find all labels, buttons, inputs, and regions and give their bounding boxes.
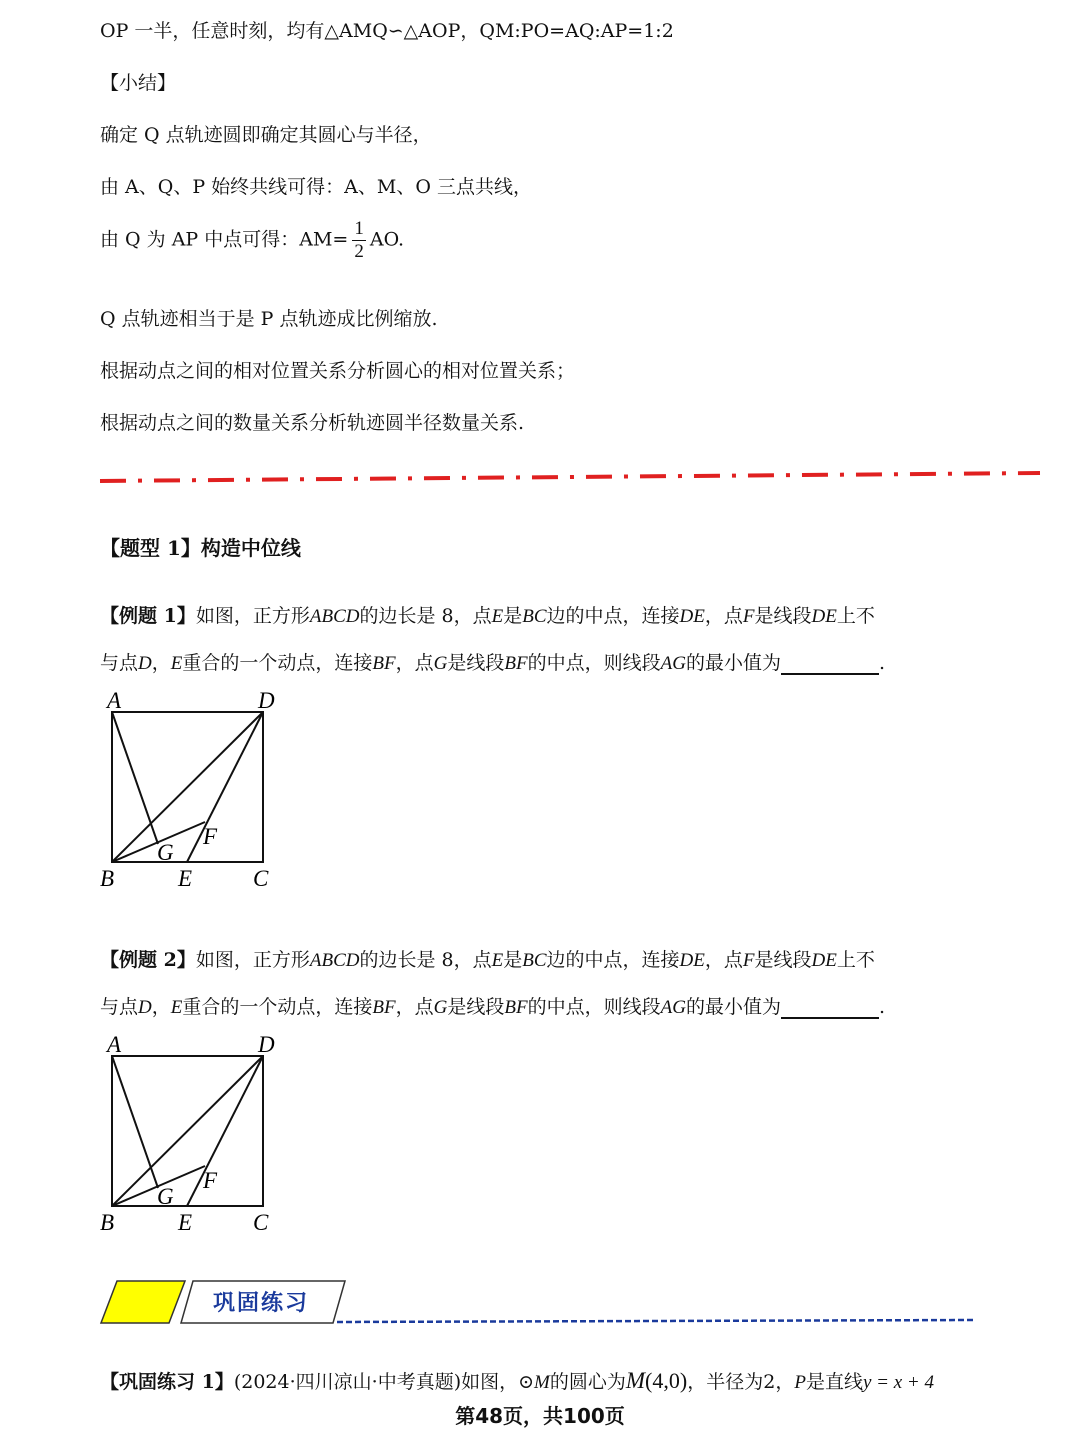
var: E	[170, 653, 183, 674]
text: 的圆心为	[549, 1371, 626, 1393]
line-equation: y = x + 4	[862, 1372, 934, 1393]
var: E	[491, 606, 504, 627]
var: DE	[811, 950, 837, 971]
text: 重合的一个动点，连接	[182, 996, 373, 1018]
var: BC	[522, 950, 547, 971]
text: 是	[503, 949, 523, 971]
var: DE	[679, 950, 705, 971]
label-g: G	[157, 1184, 174, 1209]
example-2-figure	[95, 1030, 315, 1240]
text: ，	[151, 652, 171, 674]
text: 是直线	[805, 1371, 863, 1393]
page-footer: 第48页，共100页	[455, 1404, 625, 1428]
text: 是线段	[754, 949, 812, 971]
fraction-numerator: 1	[354, 218, 364, 239]
text: 的中点，则线段	[527, 996, 661, 1018]
example-2-line-2	[100, 992, 885, 1019]
var: AG	[660, 997, 686, 1018]
fraction-one-half	[352, 218, 366, 263]
coordinate: (4,0)	[645, 1368, 688, 1393]
var: DE	[811, 606, 837, 627]
label-c: C	[253, 1210, 269, 1235]
text: .	[878, 996, 885, 1018]
intro-line-4	[100, 218, 404, 263]
text: ，点	[395, 996, 434, 1018]
var: P	[794, 1372, 806, 1393]
var: G	[433, 653, 448, 674]
text: ，点	[704, 605, 743, 627]
label-e: E	[178, 866, 193, 891]
var: BF	[504, 653, 528, 674]
var: E	[491, 950, 504, 971]
text: 与点	[100, 652, 139, 674]
var: ABCD	[309, 950, 360, 971]
text: ，半径为	[687, 1371, 764, 1393]
intro-line-6: 根据动点之间的相对位置关系分析圆心的相对位置关系；	[100, 360, 576, 382]
var: DE	[679, 606, 705, 627]
example-1-label: 【例题 1】	[100, 605, 196, 627]
text: 的最小值为	[685, 996, 781, 1018]
intro-line-2: 确定 Q 点轨迹圆即确定其圆心与半径，	[100, 124, 432, 146]
banner-dash-line	[337, 1320, 973, 1322]
label-e: E	[178, 1210, 193, 1235]
text: ，	[775, 1371, 795, 1393]
var: E	[170, 997, 183, 1018]
intro-line-7: 根据动点之间的数量关系分析轨迹圆半径数量关系.	[100, 412, 525, 434]
practice-banner	[95, 1275, 985, 1333]
text: 是线段	[447, 996, 505, 1018]
exercise-1-line	[100, 1367, 934, 1394]
label-b: B	[100, 866, 115, 891]
var: M	[534, 1372, 550, 1393]
var: ABCD	[309, 606, 360, 627]
exercise-source: (2024·四川凉山·中考真题)	[233, 1371, 462, 1393]
line4-prefix: 由 Q 为 AP 中点可得：AM=	[100, 228, 349, 251]
section-divider	[0, 465, 1080, 489]
text: 是线段	[754, 605, 812, 627]
text: 如图，正方形	[195, 949, 310, 971]
label-f: F	[203, 824, 218, 849]
var: G	[433, 997, 448, 1018]
var: BF	[372, 997, 396, 1018]
var: F	[742, 950, 755, 971]
intro-line-3: 由 A、Q、P 始终共线可得：A、M、O 三点共线，	[100, 176, 532, 198]
summary-title: 【小结】	[100, 72, 177, 94]
banner-label: 巩固练习	[213, 1291, 310, 1316]
example-1-line-2	[100, 648, 885, 675]
var: D	[138, 997, 152, 1018]
fraction-denominator: 2	[354, 241, 364, 262]
text: 的最小值为	[685, 652, 781, 674]
example-2-line-1	[100, 945, 875, 972]
example-1-line-1	[100, 601, 875, 628]
text: 上不	[836, 949, 875, 971]
text: 边的中点，连接	[546, 605, 680, 627]
var: AG	[660, 653, 686, 674]
text: 如图，正方形	[195, 605, 310, 627]
text: 边的中点，连接	[546, 949, 680, 971]
answer-blank[interactable]	[781, 653, 879, 675]
label-d: D	[258, 688, 275, 713]
var: F	[742, 606, 755, 627]
text: 上不	[836, 605, 875, 627]
var: BC	[522, 606, 547, 627]
text: 是	[503, 605, 523, 627]
answer-blank[interactable]	[781, 997, 879, 1019]
text: 重合的一个动点，连接	[182, 652, 373, 674]
text: ，	[151, 996, 171, 1018]
section-title: 【题型 1】构造中位线	[100, 536, 301, 560]
label-g: G	[157, 840, 174, 865]
label-a: A	[107, 688, 122, 713]
text: ，点	[704, 949, 743, 971]
label-d: D	[258, 1032, 275, 1057]
var: BF	[504, 997, 528, 1018]
label-a: A	[107, 1032, 122, 1057]
label-c: C	[253, 866, 269, 891]
var: D	[138, 653, 152, 674]
radius-value: 2	[763, 1371, 776, 1393]
banner-yellow-block	[101, 1281, 185, 1323]
text: 的中点，则线段	[527, 652, 661, 674]
var: BF	[372, 653, 396, 674]
text: 的边长是 8，点	[359, 949, 492, 971]
label-f: F	[203, 1168, 218, 1193]
text: ，点	[395, 652, 434, 674]
example-2-label: 【例题 2】	[100, 949, 196, 971]
text: 与点	[100, 996, 139, 1018]
line4-suffix: AO.	[369, 228, 405, 251]
example-1-figure	[95, 686, 315, 896]
intro-line-5: Q 点轨迹相当于是 P 点轨迹成比例缩放.	[100, 308, 438, 330]
text: 的边长是 8，点	[359, 605, 492, 627]
var: M	[625, 1368, 646, 1393]
text: 是线段	[447, 652, 505, 674]
text: .	[878, 652, 885, 674]
intro-line-1: OP 一半，任意时刻，均有△AMQ∽△AOP，QM:PO=AQ:AP=1:2	[100, 20, 674, 42]
text: 如图，⊙	[461, 1371, 535, 1393]
label-b: B	[100, 1210, 115, 1235]
exercise-1-label: 【巩固练习 1】	[100, 1371, 234, 1393]
